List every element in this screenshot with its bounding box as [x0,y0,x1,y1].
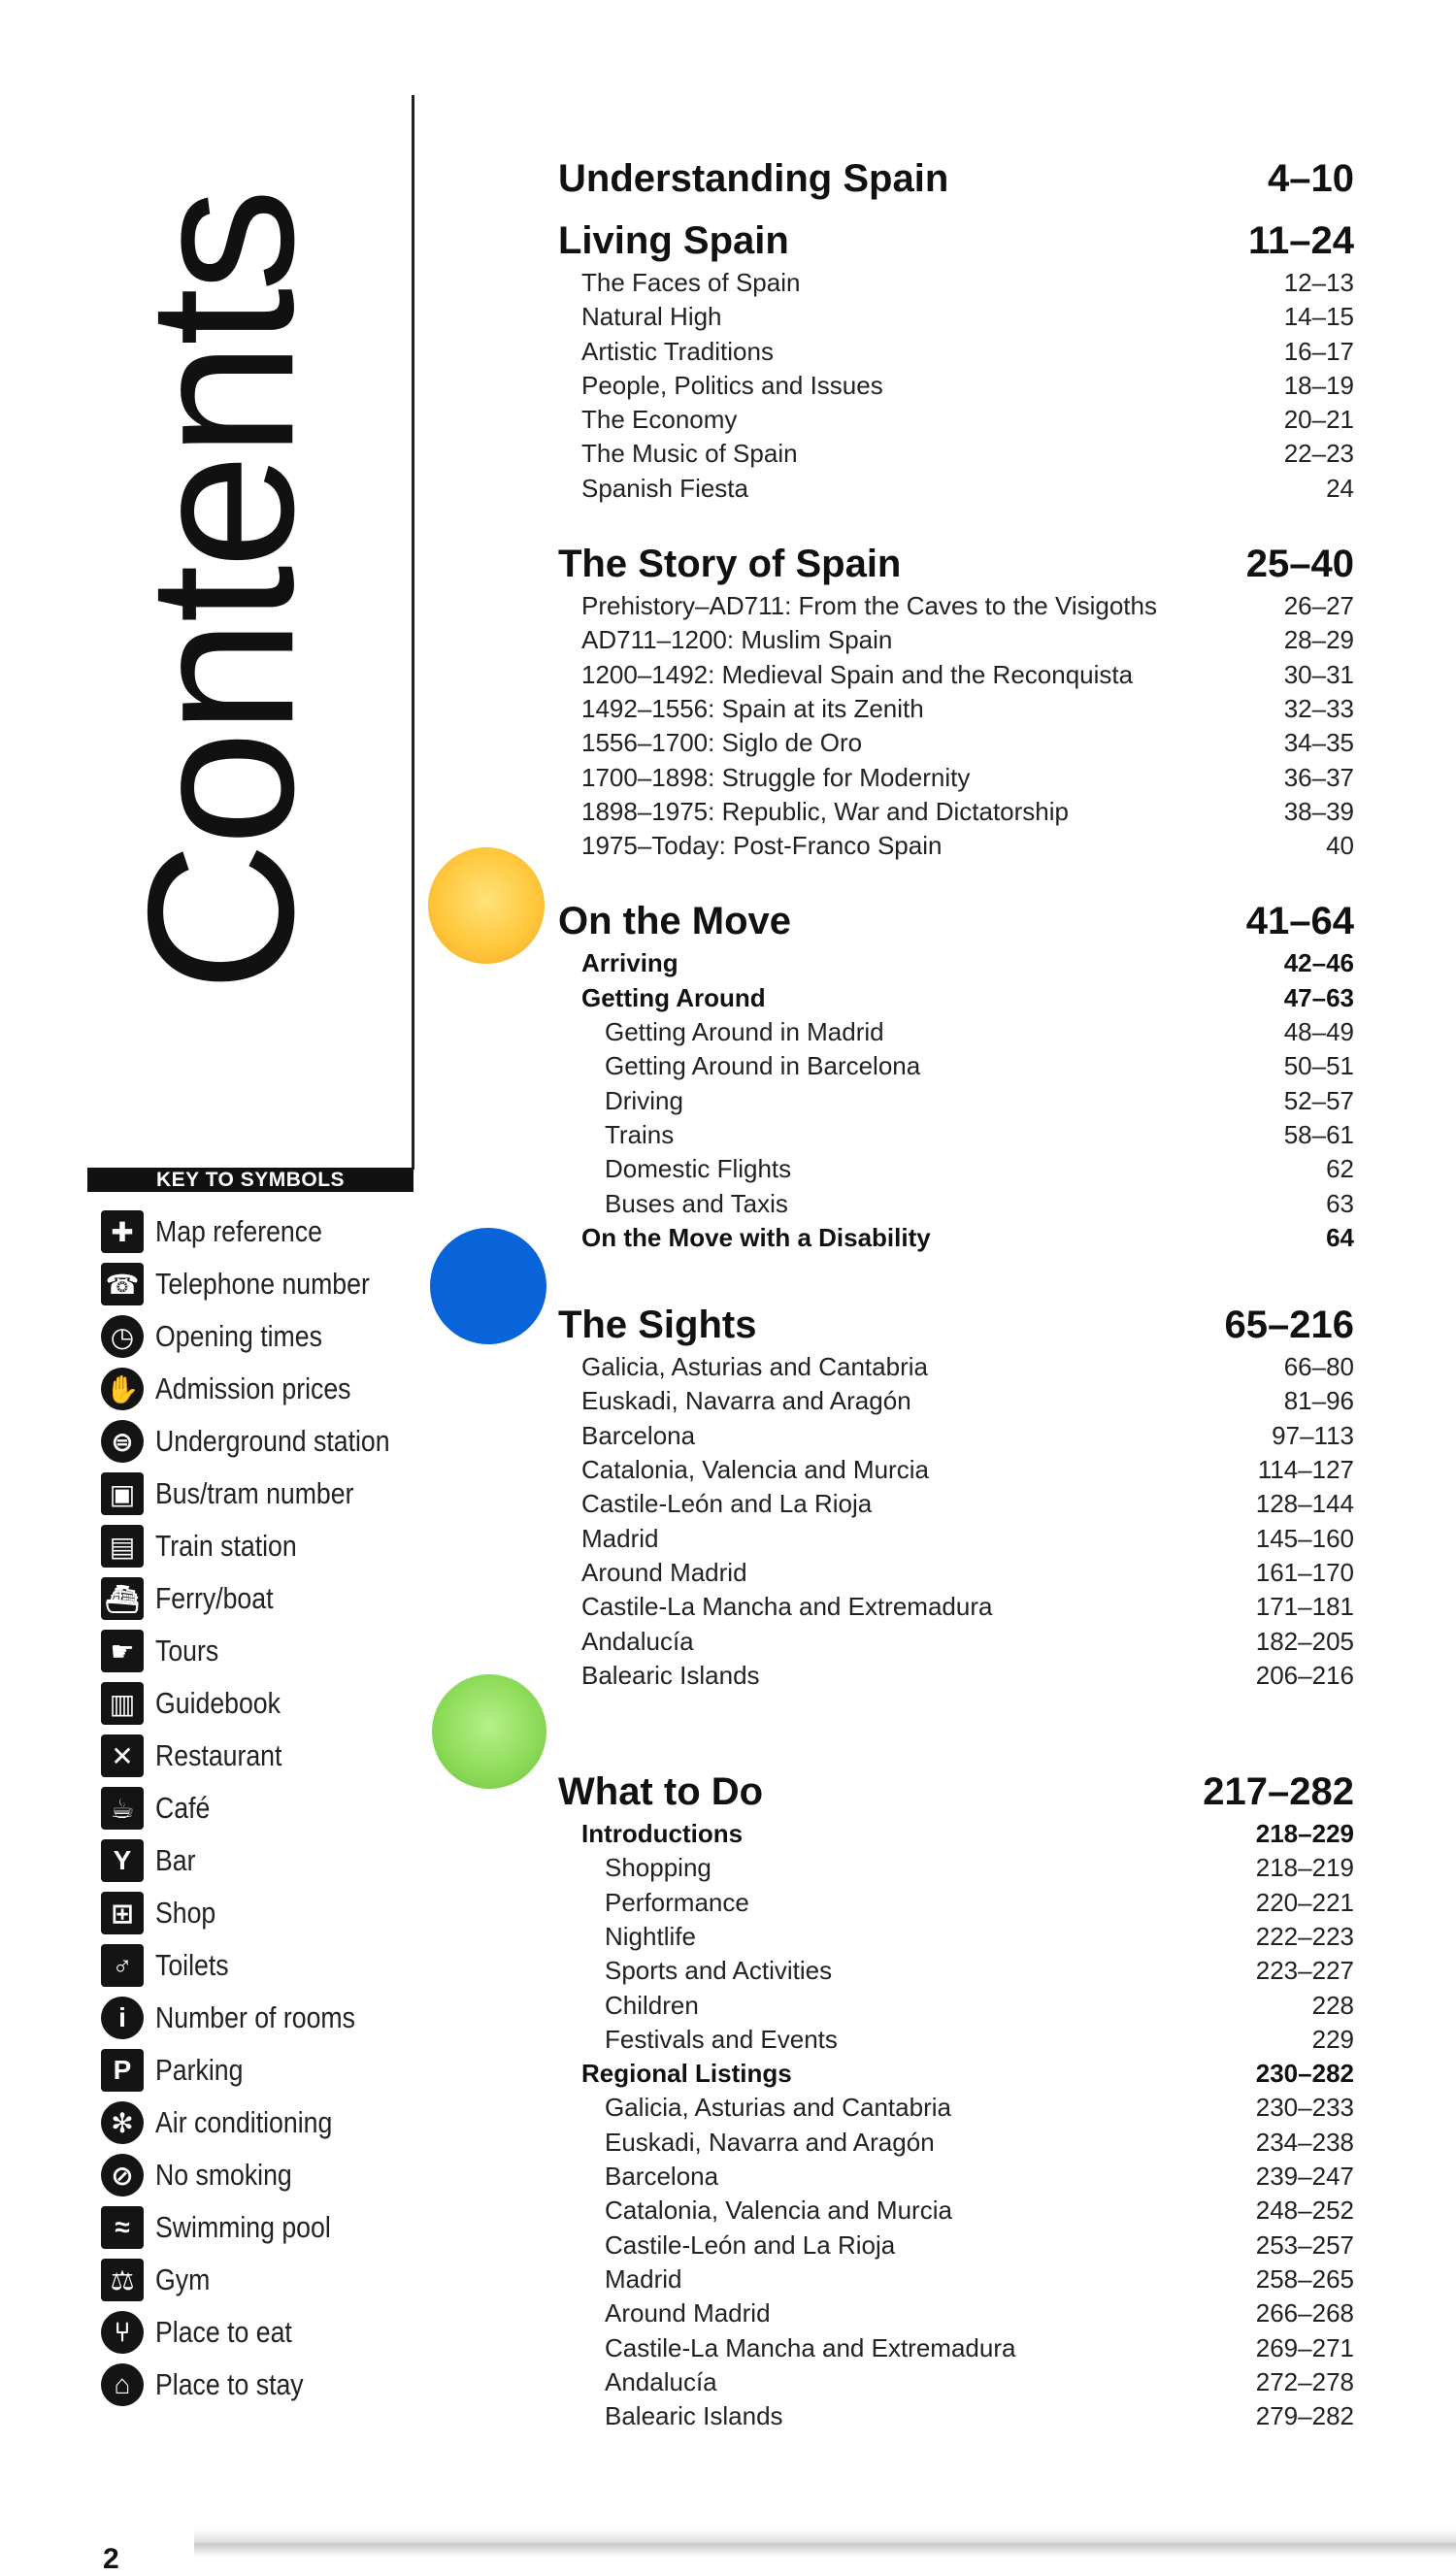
toc-entry-title: Sports and Activities [605,1956,833,1986]
toc-entry-title: The Economy [581,405,738,435]
key-item [101,1468,421,1520]
map-reference-icon: ✚ [101,1210,144,1253]
toc-entry-pages: 279–282 [1255,2401,1354,2431]
toc-entry-pages: 229 [1311,2024,1354,2054]
toc-entry-pages: 272–278 [1255,2366,1354,2396]
toc-entry-title: Catalonia, Valencia and Murcia [581,1455,929,1485]
toc-entry-title: 1700–1898: Struggle for Modernity [581,762,971,792]
toc-entry-pages: 223–227 [1255,1956,1354,1986]
key-item [101,2306,421,2359]
key-item-label: Map reference [155,1214,322,1248]
toc-entry-title: People, Politics and Issues [581,370,883,400]
toc-entry-title: Getting Around in Barcelona [605,1051,921,1081]
toc-entry[interactable] [558,437,1354,471]
toc-entry-title: 1492–1556: Spain at its Zenith [581,693,924,723]
toc-entry-title: Andalucía [581,1626,694,1656]
key-item-label: Air conditioning [155,2105,333,2139]
toc-section-pages: 4–10 [1268,157,1354,200]
toc-entry-title: Galicia, Asturias and Cantabria [605,2093,951,2123]
toc-entry[interactable] [558,1419,1354,1453]
on-the-move-color-dot [428,847,545,964]
toc-entry-title: Driving [605,1085,683,1115]
toc-entry[interactable] [558,1187,1354,1221]
key-item-label: Telephone number [155,1267,370,1301]
toc-entry-pages: 145–160 [1255,1523,1354,1553]
toc-section-heading[interactable] [558,1300,1354,1350]
toc-entry-pages: 26–27 [1283,591,1354,621]
toc-entry[interactable] [558,2399,1354,2433]
toc-section-heading[interactable] [558,215,1354,266]
toc-entry[interactable] [558,369,1354,403]
gym-icon: ⚖ [101,2259,144,2301]
key-item-label: Café [155,1791,211,1825]
toc-section-title: The Sights [558,1304,757,1347]
toc-entry[interactable] [558,658,1354,692]
toc-entry-title: Introductions [581,1819,744,1849]
toc-entry[interactable] [558,795,1354,829]
key-item [101,2149,421,2201]
toc-entry-pages: 32–33 [1283,693,1354,723]
key-item-label: Opening times [155,1319,322,1353]
key-item-label: Place to eat [155,2315,292,2349]
key-item-label: Restaurant [155,1738,282,1772]
ferry-icon: ⛴ [101,1577,144,1620]
toc-entry[interactable] [558,1886,1354,1920]
toc-section-heading[interactable] [558,896,1354,946]
toc-entry-pages: 171–181 [1255,1592,1354,1622]
toc-entry[interactable] [558,403,1354,437]
air-conditioning-icon: ✻ [101,2101,144,2144]
key-item-label: Toilets [155,1948,229,1982]
key-item-label: Underground station [155,1424,390,1458]
toc-entry[interactable] [558,1453,1354,1487]
toc-entry-pages: 81–96 [1283,1386,1354,1416]
key-item-label: No smoking [155,2158,292,2192]
toc-entry[interactable] [558,1556,1354,1590]
what-to-do-color-dot [432,1674,546,1789]
toc-entry-pages: 222–223 [1255,1921,1354,1951]
toc-entry[interactable] [558,2194,1354,2228]
key-item [101,1258,421,1310]
toc-entry[interactable] [558,1920,1354,1954]
toc-entry-title: Spanish Fiesta [581,473,748,503]
toc-entry-title: Barcelona [581,1420,696,1450]
toc-entry-pages: 182–205 [1255,1626,1354,1656]
key-item-label: Train station [155,1529,297,1563]
key-item [101,1677,421,1730]
toc-entry[interactable] [558,1989,1354,2023]
parking-icon: P [101,2049,144,2092]
toc-entry-title: Children [605,1990,699,2020]
toc-entry-title: Trains [605,1119,675,1149]
toc-entry-title: Festivals and Events [605,2024,838,2054]
key-to-symbols-list [101,1205,421,2411]
toc-entry-pages: 234–238 [1255,2127,1354,2157]
toc-entry-pages: 218–219 [1255,1853,1354,1883]
toc-entry-pages: 220–221 [1255,1887,1354,1917]
toc-entry-pages: 228 [1311,1990,1354,2020]
swimming-pool-icon: ≈ [101,2206,144,2249]
key-item-label: Ferry/boat [155,1581,274,1615]
train-icon: ▤ [101,1525,144,1568]
telephone-icon: ☎ [101,1263,144,1305]
toc-entry[interactable] [558,1049,1354,1083]
toc-entry-title: Euskadi, Navarra and Aragón [605,2127,935,2157]
toc-entry-title: 1200–1492: Medieval Spain and the Reconquista [581,659,1134,689]
key-item [101,1782,421,1834]
contents-title-text: Contents [105,191,337,993]
toc-entry-title: Artistic Traditions [581,336,774,366]
toc-entry[interactable] [558,1152,1354,1186]
toc-entry-pages: 63 [1326,1188,1354,1218]
toc-section [558,1767,1354,2433]
toc-entry-pages: 52–57 [1283,1085,1354,1115]
toc-entry-pages: 230–282 [1255,2059,1354,2089]
key-item [101,1310,421,1363]
toc-entry[interactable] [558,2091,1354,2125]
restaurant-icon: ✕ [101,1734,144,1777]
key-item-label: Gym [155,2262,211,2296]
key-item-label: Bus/tram number [155,1476,354,1510]
key-item [101,1363,421,1415]
toc-entry-pages: 97–113 [1272,1420,1354,1450]
toc-entry-title: Performance [605,1887,749,1917]
toc-entry-title: Regional Listings [581,2059,792,2089]
toc-entry-title: 1975–Today: Post-Franco Spain [581,831,943,861]
key-item [101,1992,421,2044]
toc-entry-pages: 38–39 [1283,796,1354,826]
toc-section-heading[interactable] [558,539,1354,589]
table-of-contents [558,153,1354,2433]
toc-entry-title: AD711–1200: Muslim Spain [581,625,893,655]
toc-entry[interactable] [558,1384,1354,1418]
toc-entry-title: Euskadi, Navarra and Aragón [581,1386,911,1416]
toc-section-title: The Story of Spain [558,543,902,586]
key-item [101,2254,421,2306]
toc-section-title: Living Spain [558,219,789,262]
underground-icon: ⊜ [101,1420,144,1463]
key-item [101,1834,421,1887]
guidebook-icon: ▥ [101,1682,144,1725]
toc-section-title: What to Do [558,1770,764,1814]
toc-entry[interactable] [558,1522,1354,1556]
toc-entry-pages: 66–80 [1283,1352,1354,1382]
key-item-label: Admission prices [155,1371,351,1405]
toc-entry-title: Buses and Taxis [605,1188,788,1218]
toc-section [558,896,1354,1255]
toc-entry-pages: 239–247 [1255,2162,1354,2192]
key-item [101,2097,421,2149]
toc-entry-pages: 114–127 [1257,1455,1354,1485]
key-item-label: Guidebook [155,1686,281,1720]
toc-entry-pages: 248–252 [1255,2196,1354,2226]
toc-entry-pages: 50–51 [1283,1051,1354,1081]
key-item-label: Swimming pool [155,2210,331,2244]
toc-entry-title: Nightlife [605,1921,696,1951]
key-item [101,2044,421,2097]
toc-entry[interactable] [558,829,1354,863]
toc-entry[interactable] [558,2331,1354,2365]
key-item [101,1939,421,1992]
toc-entry-pages: 161–170 [1255,1557,1354,1587]
toc-entry[interactable] [558,1659,1354,1693]
toc-entry[interactable] [558,946,1354,980]
key-item [101,1520,421,1572]
page-number: 2 [103,2543,119,2575]
toc-entry-title: Around Madrid [581,1557,747,1587]
toc-entry[interactable] [558,623,1354,657]
toc-entry-title: Castile-La Mancha and Extremadura [605,2332,1016,2362]
place-to-eat-icon: ⑂ [101,2311,144,2354]
toc-entry-title: Prehistory–AD711: From the Caves to the Visigoths [581,591,1157,621]
toc-entry[interactable] [558,335,1354,369]
toc-entry-pages: 20–21 [1283,405,1354,435]
toc-entry-pages: 48–49 [1283,1017,1354,1047]
toc-entry-title: Balearic Islands [581,1660,760,1690]
place-to-stay-icon: ⌂ [101,2363,144,2406]
toc-entry[interactable] [558,300,1354,334]
toc-section-pages: 25–40 [1245,543,1354,586]
toc-entry-pages: 12–13 [1283,268,1354,297]
toc-entry-title: Around Madrid [605,2298,771,2328]
toc-entry-pages: 230–233 [1255,2093,1354,2123]
toc-entry-title: Getting Around in Madrid [605,1017,884,1047]
toc-entry-pages: 47–63 [1283,982,1354,1012]
toc-entry-title: Castile-León and La Rioja [581,1489,873,1519]
key-item-label: Number of rooms [155,2000,355,2034]
key-item [101,1415,421,1468]
toc-entry[interactable] [558,1118,1354,1152]
page-edge-shadow [194,2529,1456,2557]
contents-title [105,87,337,1097]
toc-entry[interactable] [558,1590,1354,1624]
toc-section-heading[interactable] [558,1767,1354,1817]
toc-entry-title: Andalucía [605,2366,717,2396]
bus-icon: ▣ [101,1472,144,1515]
toc-entry[interactable] [558,1084,1354,1118]
toc-entry-pages: 22–23 [1283,439,1354,469]
toc-entry[interactable] [558,1954,1354,1988]
key-item [101,1730,421,1782]
toc-entry[interactable] [558,761,1354,795]
toc-section [558,153,1354,204]
key-item [101,2201,421,2254]
clock-icon: ◷ [101,1315,144,1358]
admission-hand-icon: ✋ [101,1368,144,1410]
toc-entry-title: Madrid [581,1523,659,1553]
key-item [101,1205,421,1258]
toc-entry-title: 1898–1975: Republic, War and Dictatorship [581,796,1069,826]
rooms-icon: i [101,1997,144,2039]
toc-entry[interactable] [558,472,1354,506]
toc-entry[interactable] [558,2126,1354,2160]
toc-section-pages: 217–282 [1203,1770,1354,1814]
toc-entry[interactable] [558,1625,1354,1659]
key-item-label: Parking [155,2053,244,2087]
toc-entry-title: Barcelona [605,2162,719,2192]
toc-entry-title: Shopping [605,1853,711,1883]
toc-entry-pages: 266–268 [1255,2298,1354,2328]
bar-icon: Y [101,1839,144,1882]
key-item [101,1625,421,1677]
key-item-label: Tours [155,1634,219,1668]
toc-entry[interactable] [558,981,1354,1015]
toc-entry-title: Arriving [581,948,678,978]
toc-entry[interactable] [558,2296,1354,2330]
toc-section-pages: 41–64 [1245,900,1354,943]
toc-entry-pages: 253–257 [1255,2229,1354,2260]
toc-entry[interactable] [558,692,1354,726]
toc-entry[interactable] [558,2057,1354,2091]
toc-entry[interactable] [558,1817,1354,1851]
title-divider-rule [412,95,414,1170]
toc-entry-title: The Faces of Spain [581,268,801,297]
key-item [101,1887,421,1939]
toc-section-pages: 11–24 [1247,219,1354,262]
toc-entry-pages: 24 [1326,473,1354,503]
toc-entry-pages: 128–144 [1255,1489,1354,1519]
toc-entry[interactable] [558,1487,1354,1521]
the-sights-color-dot [430,1228,546,1344]
toc-entry[interactable] [558,2023,1354,2057]
toc-section-title: On the Move [558,900,792,943]
toc-entry-pages: 14–15 [1283,302,1354,332]
toc-entry-title: Domestic Flights [605,1154,792,1184]
toc-entry[interactable] [558,2262,1354,2296]
toc-section [558,1300,1354,1693]
toc-entry-title: On the Move with a Disability [581,1222,931,1252]
toc-entry-title: Castile-La Mancha and Extremadura [581,1592,993,1622]
toc-entry-pages: 218–229 [1255,1819,1354,1849]
toc-entry-pages: 64 [1326,1222,1354,1252]
key-to-symbols-heading: KEY TO SYMBOLS [87,1168,414,1192]
toc-entry-pages: 42–46 [1283,948,1354,978]
key-item [101,2359,421,2411]
toc-section-heading[interactable] [558,153,1354,204]
toc-section-pages: 65–216 [1224,1304,1354,1347]
toc-entry-pages: 62 [1326,1154,1354,1184]
toc-entry[interactable] [558,1221,1354,1255]
toc-entry-pages: 36–37 [1283,762,1354,792]
toc-entry-title: The Music of Spain [581,439,798,469]
toc-entry[interactable] [558,589,1354,623]
toc-entry-title: Catalonia, Valencia and Murcia [605,2196,952,2226]
key-item-label: Place to stay [155,2367,304,2401]
toc-entry-title: Madrid [605,2263,682,2294]
toc-entry-pages: 18–19 [1283,370,1354,400]
toilets-icon: ♂ [101,1944,144,1987]
toc-entry[interactable] [558,2160,1354,2194]
cafe-icon: ☕ [101,1787,144,1830]
toc-section [558,215,1354,506]
key-item-label: Bar [155,1843,196,1877]
toc-entry-pages: 258–265 [1255,2263,1354,2294]
toc-entry-pages: 34–35 [1283,728,1354,758]
toc-entry[interactable] [558,2229,1354,2262]
toc-section-title: Understanding Spain [558,157,949,200]
tours-icon: ☛ [101,1630,144,1672]
toc-entry[interactable] [558,266,1354,300]
toc-entry-pages: 16–17 [1283,336,1354,366]
toc-section [558,539,1354,863]
toc-entry-title: Galicia, Asturias and Cantabria [581,1352,928,1382]
toc-entry-title: Balearic Islands [605,2401,783,2431]
key-item [101,1572,421,1625]
no-smoking-icon: ⊘ [101,2154,144,2196]
toc-entry-pages: 30–31 [1283,659,1354,689]
toc-entry-title: Getting Around [581,982,766,1012]
toc-entry[interactable] [558,1350,1354,1384]
toc-entry[interactable] [558,726,1354,760]
toc-entry-pages: 40 [1326,831,1354,861]
toc-entry[interactable] [558,1851,1354,1885]
toc-entry-title: Castile-León and La Rioja [605,2229,896,2260]
toc-entry-title: Natural High [581,302,722,332]
toc-entry-pages: 58–61 [1283,1119,1354,1149]
toc-entry[interactable] [558,2365,1354,2399]
toc-entry-title: 1556–1700: Siglo de Oro [581,728,863,758]
toc-entry-pages: 206–216 [1255,1660,1354,1690]
toc-entry-pages: 269–271 [1255,2332,1354,2362]
key-item-label: Shop [155,1896,216,1930]
toc-entry-pages: 28–29 [1283,625,1354,655]
toc-entry[interactable] [558,1015,1354,1049]
shop-icon: ⊞ [101,1892,144,1934]
